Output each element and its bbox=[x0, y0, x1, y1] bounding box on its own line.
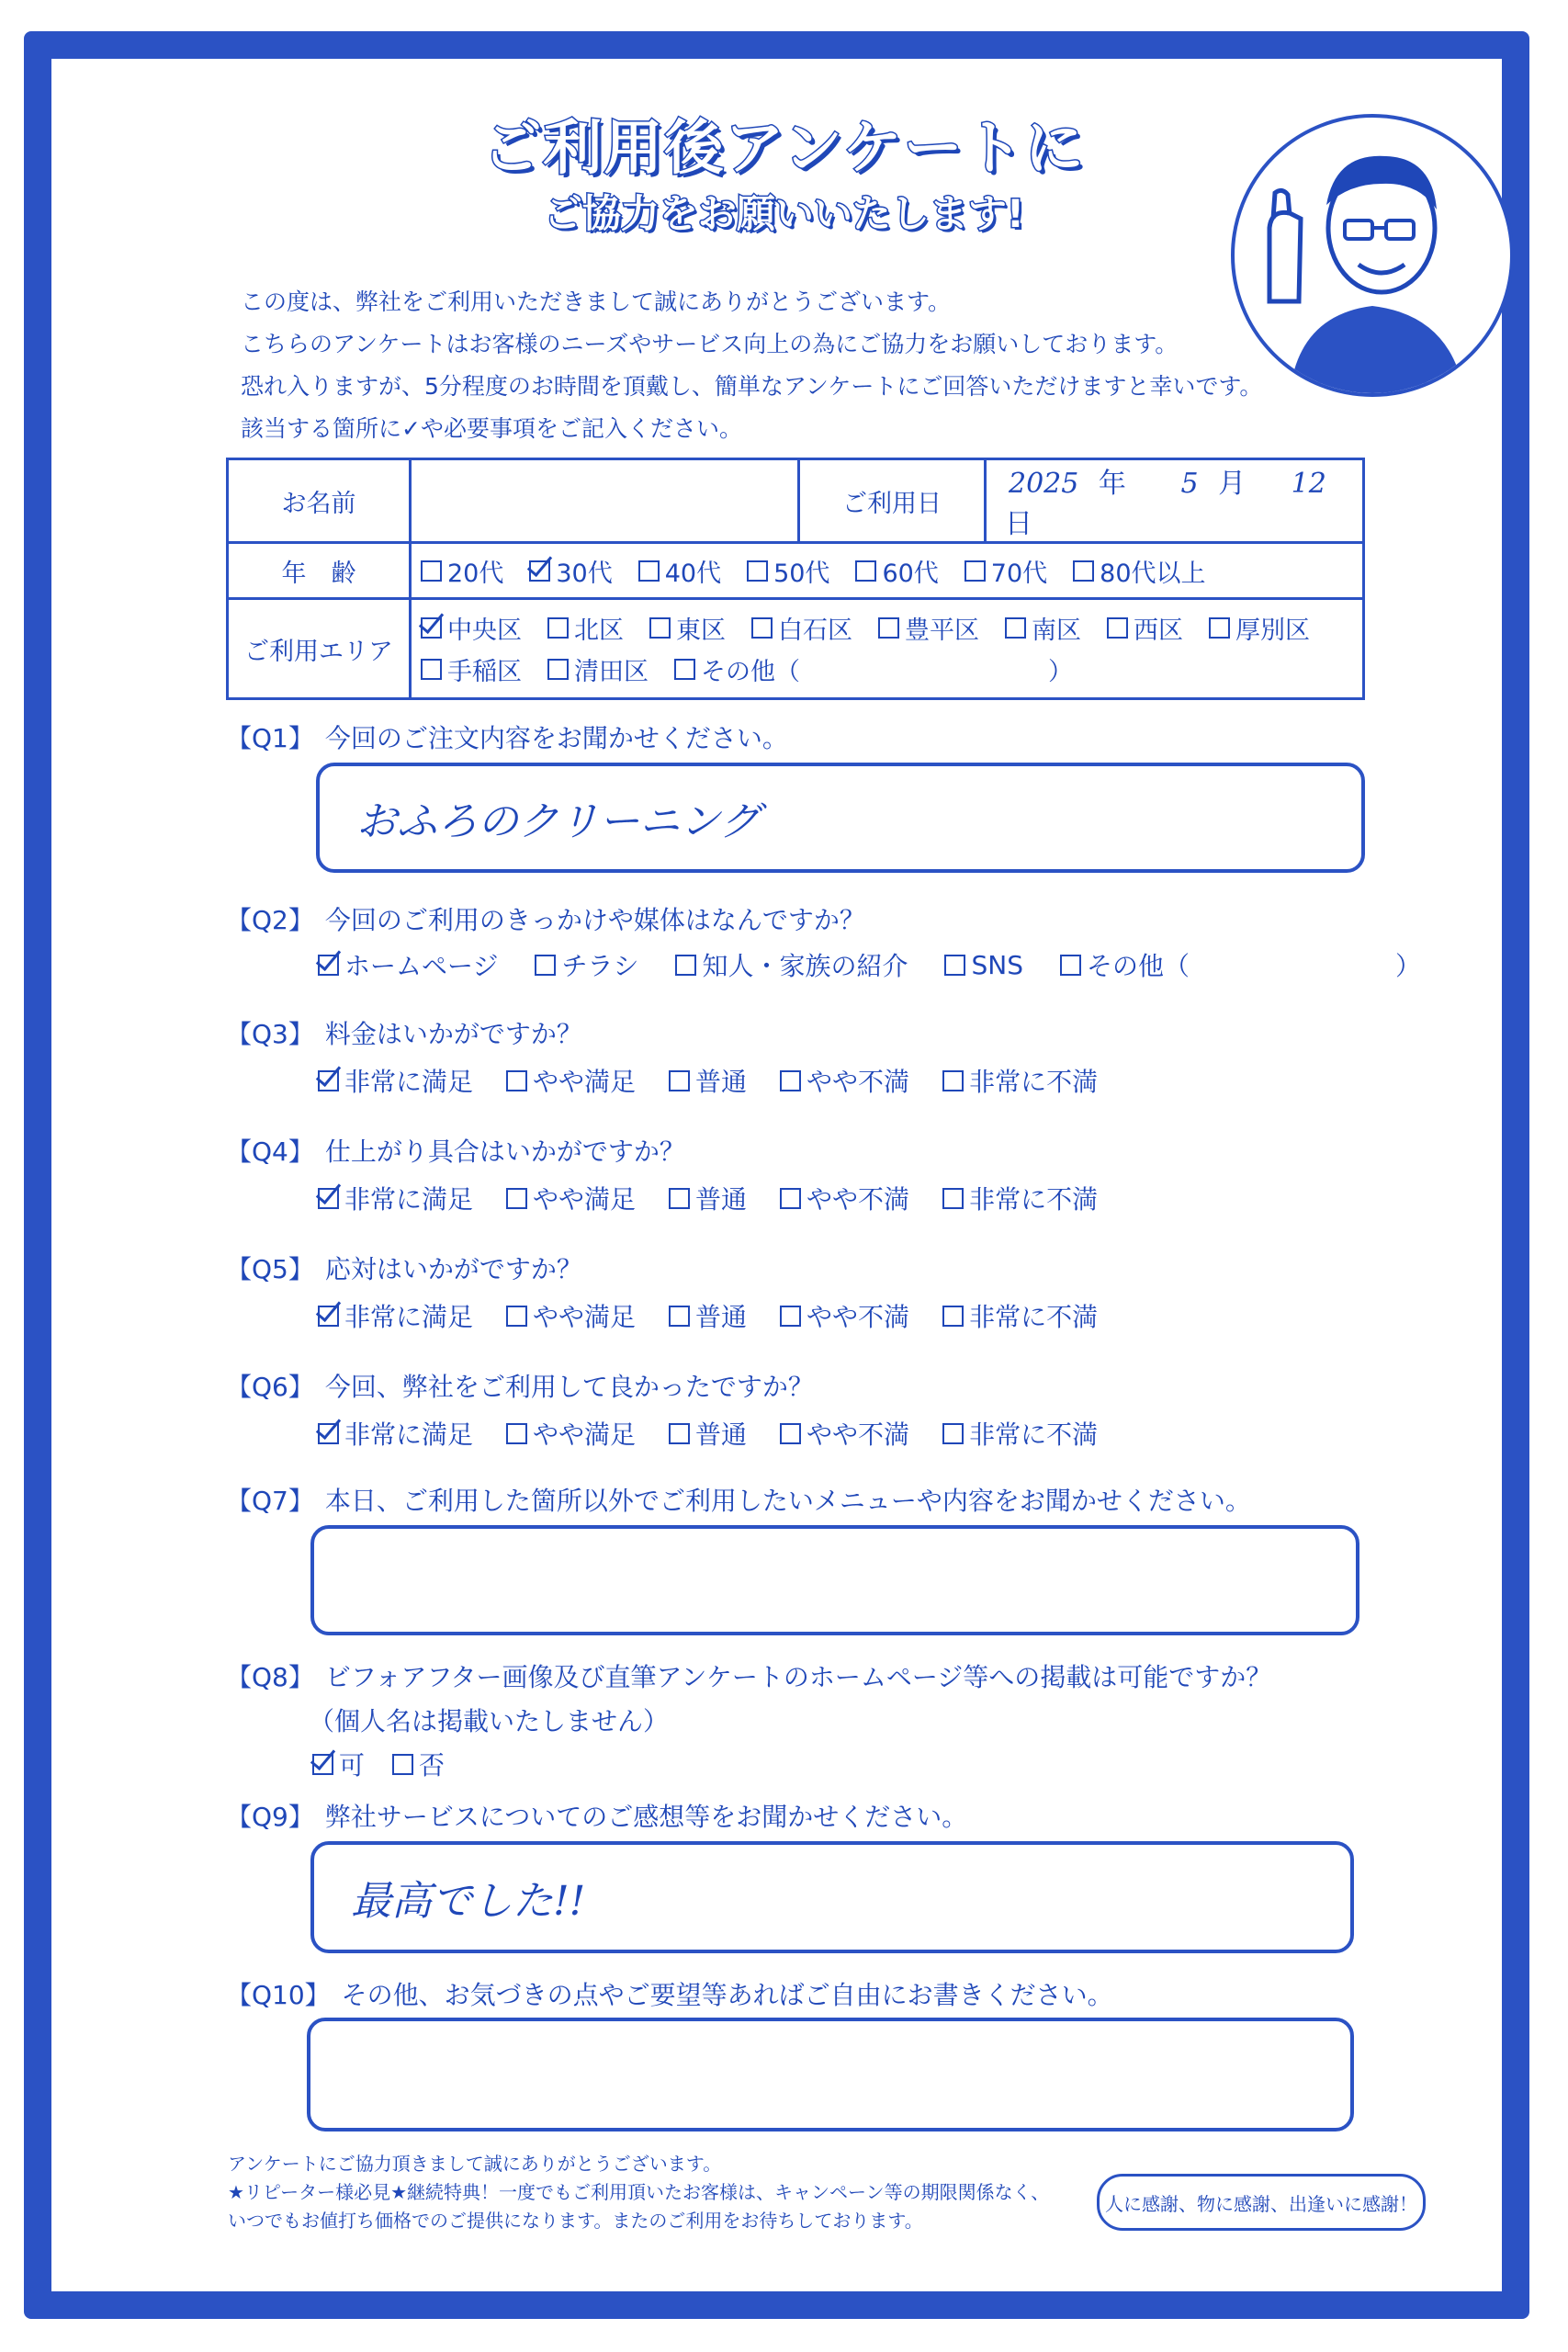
checkbox[interactable] bbox=[669, 1188, 690, 1209]
question-text: 仕上がり具合はいかがですか？ bbox=[324, 1136, 685, 1167]
area-option-shiroishi[interactable]: 白石区 bbox=[751, 610, 852, 646]
intro-line: 恐れ入りますが、5分程度のお時間を頂戴し、簡単なアンケートにご回答いただけますと幸いです。 bbox=[241, 373, 1263, 400]
footer-line: ★リピーター様必見★継続特典！一度でもご利用頂いたお客様は、キャンペーン等の期限関係なく、 bbox=[228, 2181, 1050, 2203]
q2-option-flyer[interactable]: チラシ bbox=[535, 946, 638, 983]
question-2 bbox=[226, 900, 865, 937]
name-field[interactable] bbox=[411, 459, 799, 543]
question-number: 【Q10】 bbox=[226, 1980, 331, 2010]
rating-very-dissatisfied[interactable]: 非常に不満 bbox=[942, 1297, 1098, 1334]
area-option-minami[interactable]: 南区 bbox=[1005, 610, 1081, 646]
checkbox[interactable] bbox=[944, 955, 965, 976]
rating-dissatisfied[interactable]: やや不満 bbox=[780, 1415, 909, 1452]
question-number: 【Q8】 bbox=[226, 1662, 314, 1692]
question-7 bbox=[226, 1481, 1251, 1518]
checkbox[interactable] bbox=[506, 1306, 527, 1327]
checkbox[interactable] bbox=[392, 1754, 413, 1775]
checkbox[interactable] bbox=[747, 560, 768, 582]
rating-very-dissatisfied[interactable]: 非常に不満 bbox=[942, 1180, 1098, 1216]
staff-portrait bbox=[1231, 114, 1514, 397]
q2-options bbox=[318, 946, 1421, 983]
intro-text bbox=[241, 281, 1262, 450]
checkbox[interactable] bbox=[1107, 617, 1128, 639]
checkbox[interactable] bbox=[547, 617, 569, 639]
rating-dissatisfied[interactable]: やや不満 bbox=[780, 1180, 909, 1216]
area-option-kita[interactable]: 北区 bbox=[547, 610, 624, 646]
rating-satisfied[interactable]: やや満足 bbox=[506, 1297, 636, 1334]
area-option-higashi[interactable]: 東区 bbox=[649, 610, 726, 646]
age-option-20s[interactable]: 20代 bbox=[421, 553, 503, 589]
month-unit: 月 bbox=[1218, 468, 1247, 500]
checkbox[interactable] bbox=[1060, 955, 1081, 976]
question-1 bbox=[226, 718, 788, 755]
date-label: ご利用日 bbox=[799, 459, 986, 543]
question-number: 【Q5】 bbox=[226, 1254, 314, 1284]
answer-box-q7[interactable] bbox=[310, 1525, 1359, 1635]
q2-option-sns[interactable]: SNS bbox=[944, 946, 1023, 983]
age-option-80s-plus[interactable]: 80代以上 bbox=[1073, 553, 1205, 589]
checkbox[interactable] bbox=[780, 1423, 801, 1444]
date-day: 12 bbox=[1291, 468, 1326, 500]
checkbox[interactable] bbox=[669, 1070, 690, 1091]
date-month: 5 bbox=[1180, 468, 1199, 500]
checkbox[interactable] bbox=[669, 1306, 690, 1327]
year-unit: 年 bbox=[1098, 468, 1126, 500]
rating-satisfied[interactable]: やや満足 bbox=[506, 1415, 636, 1452]
page-title: ご利用後アンケートに bbox=[482, 115, 1086, 183]
age-option-40s[interactable]: 40代 bbox=[638, 553, 721, 589]
rating-neutral[interactable]: 普通 bbox=[669, 1062, 747, 1099]
age-option-50s[interactable]: 50代 bbox=[747, 553, 829, 589]
area-option-chuo[interactable]: 中央区 bbox=[421, 610, 522, 646]
rating-very-satisfied[interactable]: 非常に満足 bbox=[318, 1415, 473, 1452]
rating-very-satisfied[interactable]: 非常に満足 bbox=[318, 1062, 473, 1099]
checkbox[interactable] bbox=[535, 955, 556, 976]
q4-rating-options bbox=[318, 1180, 1098, 1216]
question-8-note: （個人名は掲載いたしません） bbox=[309, 1706, 670, 1736]
question-number: 【Q7】 bbox=[226, 1486, 314, 1516]
answer-box-q1[interactable]: おふろのクリーニング bbox=[316, 763, 1365, 873]
area-label: ご利用エリア bbox=[228, 599, 411, 699]
date-field[interactable] bbox=[986, 459, 1364, 543]
question-5 bbox=[226, 1250, 582, 1286]
customer-info-table bbox=[226, 458, 1365, 700]
checkbox-checked[interactable] bbox=[318, 955, 339, 976]
q8-option-yes[interactable]: 可 bbox=[312, 1746, 365, 1782]
checkbox[interactable] bbox=[942, 1423, 964, 1444]
question-number: 【Q1】 bbox=[226, 723, 314, 753]
checkbox[interactable] bbox=[751, 617, 773, 639]
checkbox[interactable] bbox=[878, 617, 899, 639]
intro-line: 該当する箇所に✓や必要事項をご記入ください。 bbox=[241, 415, 742, 442]
rating-very-satisfied[interactable]: 非常に満足 bbox=[318, 1297, 473, 1334]
checkbox[interactable] bbox=[421, 659, 442, 680]
checkbox[interactable] bbox=[855, 560, 876, 582]
rating-satisfied[interactable]: やや満足 bbox=[506, 1062, 636, 1099]
q2-option-referral[interactable]: 知人・家族の紹介 bbox=[675, 946, 908, 983]
rating-neutral[interactable]: 普通 bbox=[669, 1415, 747, 1452]
question-text: 今回のご注文内容をお聞かせください。 bbox=[324, 723, 788, 753]
checkbox-checked[interactable] bbox=[529, 560, 550, 582]
checkbox-checked[interactable] bbox=[318, 1306, 339, 1327]
rating-satisfied[interactable]: やや満足 bbox=[506, 1180, 636, 1216]
rating-neutral[interactable]: 普通 bbox=[669, 1297, 747, 1334]
area-option-teine[interactable]: 手稲区 bbox=[421, 651, 522, 687]
checkbox[interactable] bbox=[942, 1306, 964, 1327]
area-options bbox=[411, 599, 1364, 699]
name-label: お名前 bbox=[228, 459, 411, 543]
question-4 bbox=[226, 1132, 685, 1169]
checkbox[interactable] bbox=[964, 560, 986, 582]
age-label: 年 齢 bbox=[228, 543, 411, 599]
question-text: 今回、弊社をご利用して良かったですか？ bbox=[324, 1372, 814, 1402]
checkbox-checked[interactable] bbox=[421, 617, 442, 639]
checkbox-checked[interactable] bbox=[318, 1070, 339, 1091]
date-year: 2025 bbox=[1009, 468, 1079, 500]
company-motto-badge: 人に感謝、物に感謝、出逢いに感謝！ bbox=[1097, 2174, 1426, 2231]
checkbox[interactable] bbox=[547, 659, 569, 680]
answer-box-q9[interactable]: 最高でした!! bbox=[310, 1841, 1354, 1953]
question-8 bbox=[226, 1657, 1271, 1694]
checkbox[interactable] bbox=[506, 1070, 527, 1091]
rating-neutral[interactable]: 普通 bbox=[669, 1180, 747, 1216]
intro-line: この度は、弊社をご利用いただきまして誠にありがとうございます。 bbox=[241, 288, 952, 315]
q3-rating-options bbox=[318, 1062, 1098, 1099]
q2-option-other[interactable]: その他（ ） bbox=[1060, 946, 1421, 983]
checkbox[interactable] bbox=[942, 1188, 964, 1209]
q5-rating-options bbox=[318, 1297, 1098, 1334]
checkbox[interactable] bbox=[669, 1423, 690, 1444]
q6-rating-options bbox=[318, 1415, 1098, 1452]
question-number: 【Q3】 bbox=[226, 1019, 314, 1049]
age-option-30s[interactable]: 30代 bbox=[529, 553, 612, 589]
checkbox[interactable] bbox=[674, 659, 695, 680]
checkbox[interactable] bbox=[1005, 617, 1026, 639]
checkbox-checked[interactable] bbox=[312, 1754, 333, 1775]
checkbox[interactable] bbox=[675, 955, 696, 976]
checkbox-checked[interactable] bbox=[318, 1423, 339, 1444]
rating-dissatisfied[interactable]: やや不満 bbox=[780, 1062, 909, 1099]
q8-option-no[interactable]: 否 bbox=[392, 1746, 445, 1782]
question-3 bbox=[226, 1014, 582, 1051]
q2-option-homepage[interactable]: ホームページ bbox=[318, 946, 498, 983]
checkbox[interactable] bbox=[506, 1423, 527, 1444]
area-option-toyohira[interactable]: 豊平区 bbox=[878, 610, 979, 646]
rating-dissatisfied[interactable]: やや不満 bbox=[780, 1297, 909, 1334]
age-options bbox=[411, 543, 1364, 599]
question-text: 弊社サービスについてのご感想等をお聞かせください。 bbox=[324, 1802, 968, 1832]
day-unit: 日 bbox=[1005, 508, 1032, 540]
question-6 bbox=[226, 1367, 814, 1404]
q8-options bbox=[312, 1746, 445, 1782]
area-option-nishi[interactable]: 西区 bbox=[1107, 610, 1183, 646]
rating-very-satisfied[interactable]: 非常に満足 bbox=[318, 1180, 473, 1216]
area-option-atsubetsu[interactable]: 厚別区 bbox=[1209, 610, 1310, 646]
question-text: 料金はいかがですか？ bbox=[324, 1019, 582, 1049]
footer-line: アンケートにご協力頂きまして誠にありがとうございます。 bbox=[228, 2153, 722, 2175]
answer-box-q10[interactable] bbox=[307, 2018, 1354, 2132]
area-option-other[interactable]: その他（ ） bbox=[674, 651, 1073, 687]
footer-notes bbox=[228, 2150, 1049, 2235]
question-9 bbox=[226, 1797, 967, 1834]
question-number: 【Q2】 bbox=[226, 905, 314, 935]
intro-line: こちらのアンケートはお客様のニーズやサービス向上の為にご協力をお願いしております。 bbox=[241, 331, 1179, 357]
page-subtitle: ご協力をお願いいたします! bbox=[543, 191, 1025, 236]
age-option-70s[interactable]: 70代 bbox=[964, 553, 1047, 589]
checkbox[interactable] bbox=[649, 617, 671, 639]
question-10 bbox=[226, 1975, 1113, 2012]
rating-very-dissatisfied[interactable]: 非常に不満 bbox=[942, 1415, 1098, 1452]
checkbox[interactable] bbox=[780, 1188, 801, 1209]
question-number: 【Q9】 bbox=[226, 1802, 314, 1832]
question-text: その他、お気づきの点やご要望等あればご自由にお書きください。 bbox=[341, 1980, 1113, 2010]
question-number: 【Q6】 bbox=[226, 1372, 314, 1402]
checkbox[interactable] bbox=[421, 560, 442, 582]
question-number: 【Q4】 bbox=[226, 1136, 314, 1167]
rating-very-dissatisfied[interactable]: 非常に不満 bbox=[942, 1062, 1098, 1099]
staff-illustration-icon bbox=[1235, 118, 1510, 393]
checkbox[interactable] bbox=[1073, 560, 1094, 582]
question-text: 本日、ご利用した箇所以外でご利用したいメニューや内容をお聞かせください。 bbox=[324, 1486, 1251, 1516]
checkbox[interactable] bbox=[1209, 617, 1230, 639]
checkbox[interactable] bbox=[780, 1306, 801, 1327]
checkbox[interactable] bbox=[942, 1070, 964, 1091]
footer-line: いつでもお値打ち価格でのご提供になります。またのご利用をお待ちしております。 bbox=[228, 2210, 923, 2232]
checkbox[interactable] bbox=[638, 560, 660, 582]
checkbox[interactable] bbox=[780, 1070, 801, 1091]
question-text: ビフォアフター画像及び直筆アンケートのホームページ等への掲載は可能ですか？ bbox=[324, 1662, 1272, 1692]
age-option-60s[interactable]: 60代 bbox=[855, 553, 938, 589]
question-text: 今回のご利用のきっかけや媒体はなんですか？ bbox=[324, 905, 865, 935]
question-text: 応対はいかがですか？ bbox=[324, 1254, 582, 1284]
checkbox-checked[interactable] bbox=[318, 1188, 339, 1209]
area-option-kiyota[interactable]: 清田区 bbox=[547, 651, 649, 687]
checkbox[interactable] bbox=[506, 1188, 527, 1209]
